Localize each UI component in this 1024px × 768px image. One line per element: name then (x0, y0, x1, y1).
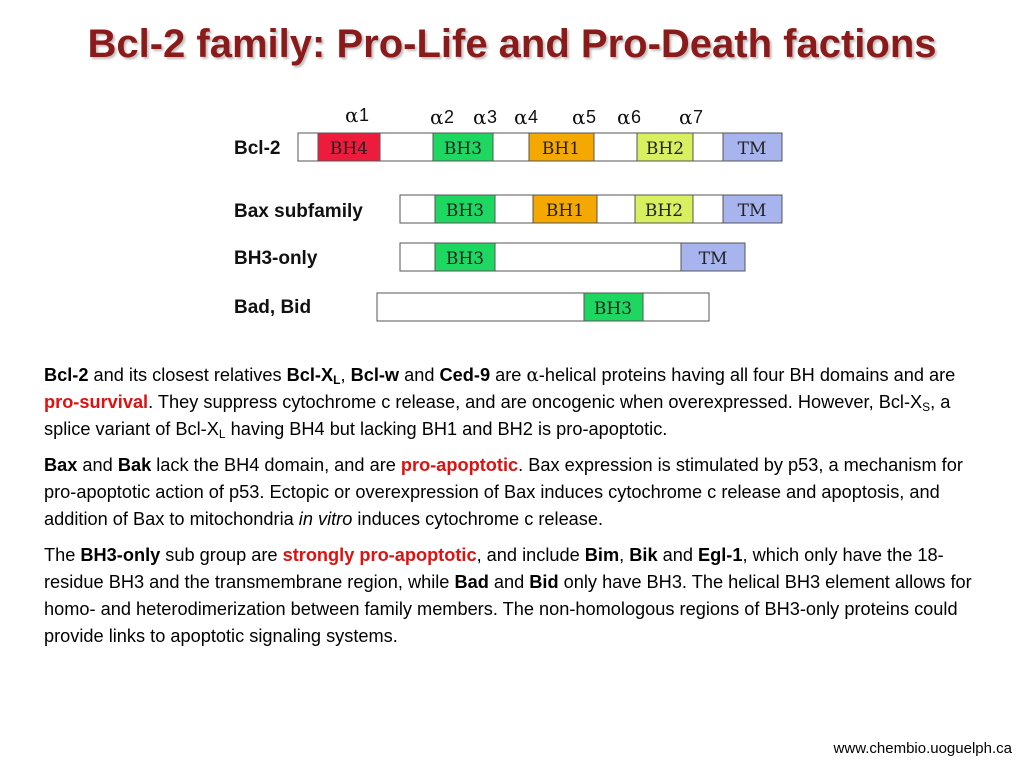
text-span: , and include (476, 545, 585, 565)
highlight-strongly-pro-apoptotic: strongly pro-apoptotic (282, 545, 477, 565)
term-bclxl (287, 365, 341, 385)
domain-bh1-label: BH1 (541, 139, 581, 159)
text-span: -helical proteins having all four BH domains and are (538, 365, 956, 385)
text-span: , a splice variant of Bcl-X (44, 392, 951, 439)
term-bclw: Bcl-w (350, 365, 400, 385)
term-in-vitro: in vitro (298, 509, 353, 529)
alpha-symbol: α (526, 365, 539, 386)
domain-diagram (0, 0, 1024, 345)
term-bcl2: Bcl-2 (44, 365, 89, 385)
text-span: . Bax expression is stimulated by p53, a mechanism for pro-apoptotic action of p53. Ectopic or overexpression of Bax induces cytochrome c release and apoptosis, and addition of Bax to mitochondria (44, 455, 963, 529)
highlight-pro-survival: pro-survival (44, 392, 149, 412)
text-span: , (340, 365, 351, 385)
helix-marker-3-num: 3 (487, 107, 498, 127)
term-bik: Bik (629, 545, 658, 565)
row-label-bh3-only: BH3-only (234, 248, 318, 269)
row-bad-bid (234, 293, 709, 321)
subscript-l: L (333, 373, 341, 387)
protein-bar-bad-bid (377, 293, 709, 321)
helix-marker-4-alpha: α (514, 105, 528, 129)
text-span: and (488, 572, 530, 592)
text-span: and (77, 455, 118, 475)
paragraph-pro-apoptotic (44, 452, 984, 533)
text-span: and (657, 545, 699, 565)
term-bak: Bak (117, 455, 152, 475)
text-span: sub group are (160, 545, 283, 565)
text-span: lack the BH4 domain, and are (151, 455, 401, 475)
row-label-bax-subfamily: Bax subfamily (234, 201, 363, 222)
term-bim: Bim (584, 545, 620, 565)
domain-tm-label: TM (737, 139, 767, 159)
term-bad: Bad (454, 572, 489, 592)
helix-marker-6-num: 6 (631, 107, 642, 127)
domain-bh4-label: BH4 (329, 139, 369, 159)
term-bclx: Bcl-X (286, 365, 334, 385)
row-bax-subfamily (234, 195, 782, 223)
helix-marker-7-alpha: α (679, 105, 693, 129)
footer-url: www.chembio.uoguelph.ca (833, 740, 1012, 757)
domain-bh2-label: BH2 (645, 139, 685, 159)
text-span: , (619, 545, 630, 565)
text-span: , which only have the 18-residue BH3 and the transmembrane region, while (44, 545, 944, 592)
domain-bh1-label: BH1 (545, 201, 585, 221)
helix-marker-2-alpha: α (430, 105, 444, 129)
subscript-l: L (218, 427, 226, 441)
row-label-bad-bid: Bad, Bid (234, 297, 312, 318)
helix-marker-4-num: 4 (528, 107, 539, 127)
helix-marker-7-num: 7 (693, 107, 704, 127)
body-text (44, 362, 984, 659)
text-span: and (399, 365, 440, 385)
domain-bh3-label: BH3 (593, 299, 633, 319)
helix-marker-5-alpha: α (572, 105, 586, 129)
term-ced9: Ced-9 (439, 365, 491, 385)
text-span: are (490, 365, 527, 385)
paragraph-pro-survival (44, 362, 984, 443)
text-span: and its closest relatives (88, 365, 287, 385)
helix-marker-3-alpha: α (473, 105, 487, 129)
domain-bh3-label: BH3 (443, 139, 483, 159)
row-bcl2 (234, 133, 782, 161)
text-span: . They suppress cytochrome c release, and are oncogenic when overexpressed. However, Bcl-X (148, 392, 923, 412)
helix-marker-1-alpha: α (345, 103, 359, 127)
row-bh3-only (234, 243, 745, 271)
helix-marker-5-num: 5 (586, 107, 597, 127)
domain-tm-label: TM (698, 249, 728, 269)
helix-marker-1-num: 1 (359, 105, 370, 125)
subscript-s: S (922, 400, 931, 414)
highlight-pro-apoptotic: pro-apoptotic (400, 455, 519, 475)
paragraph-bh3-only (44, 542, 984, 650)
domain-bh2-label: BH2 (644, 201, 684, 221)
term-egl1: Egl-1 (698, 545, 743, 565)
text-span: having BH4 but lacking BH1 and BH2 is pro-apoptotic. (225, 419, 668, 439)
helix-marker-6-alpha: α (617, 105, 631, 129)
text-span: only have BH3. The helical BH3 element allows for homo- and heterodimerization between family members. The non-homologous regions of BH3-only proteins could provide links to apoptotic signaling systems. (44, 572, 972, 646)
text-span: The (44, 545, 81, 565)
text-span: induces cytochrome c release. (352, 509, 604, 529)
domain-tm-label: TM (737, 201, 767, 221)
term-bh3-only: BH3-only (80, 545, 161, 565)
domain-bh3-label: BH3 (445, 201, 485, 221)
domain-bh3-label: BH3 (445, 249, 485, 269)
helix-markers (345, 103, 703, 129)
row-label-bcl2: Bcl-2 (234, 138, 281, 159)
helix-marker-2-num: 2 (444, 107, 455, 127)
term-bax: Bax (44, 455, 78, 475)
term-bid: Bid (529, 572, 559, 592)
slide-title: Bcl-2 family: Pro-Life and Pro-Death factions (87, 22, 937, 66)
